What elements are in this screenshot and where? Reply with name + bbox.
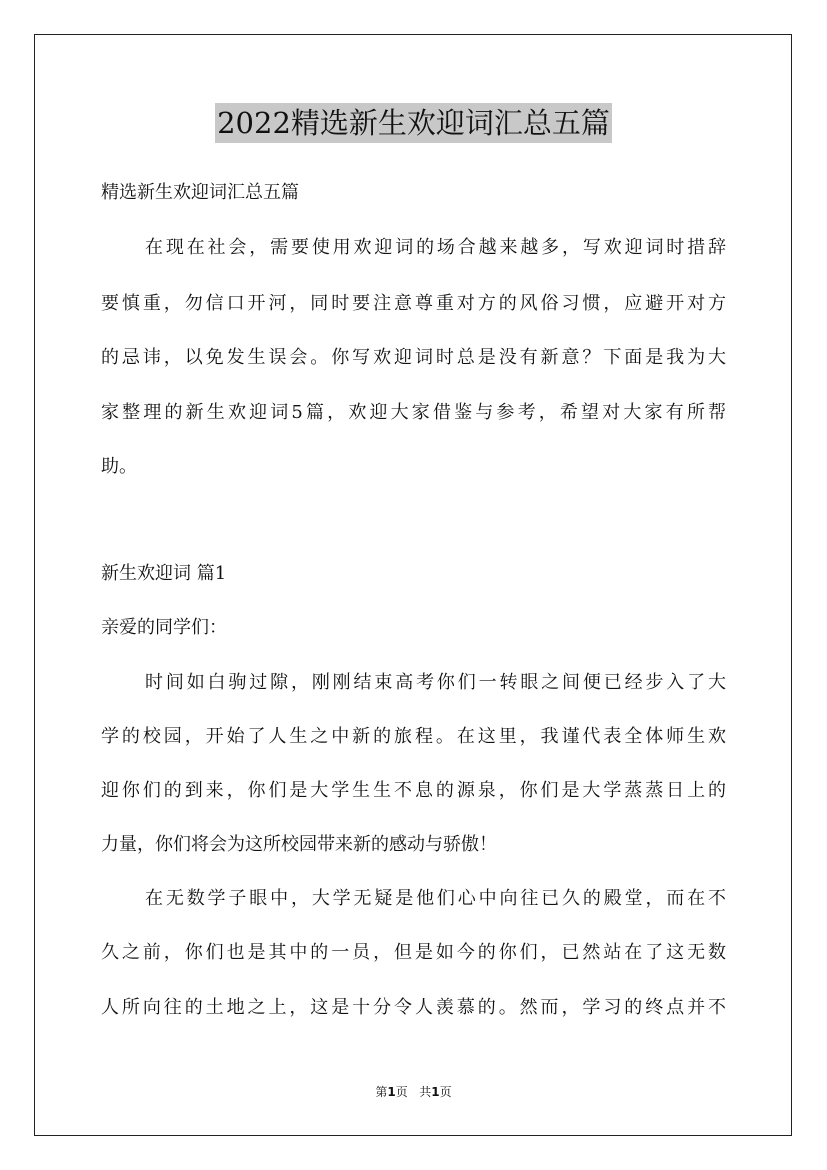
greeting: 亲爱的同学们：	[101, 617, 227, 638]
para1-line-1: 时间如白驹过隙，刚刚结束高考你们一转眼之间便已经步入了大	[145, 672, 726, 693]
footer-total-number: 1	[431, 1085, 440, 1099]
para1-line-3: 迎你们的到来，你们是大学生生不息的源泉，你们是大学蒸蒸日上的	[101, 780, 726, 801]
intro-line-3: 的忌讳，以免发生误会。你写欢迎词时总是没有新意？下面是我为大	[101, 347, 726, 368]
para2-line-2: 久之前，你们也是其中的一员，但是如今的你们，已然站在了这无数	[101, 942, 726, 963]
footer-page-prefix: 第	[375, 1085, 388, 1099]
footer-page-suffix: 页	[395, 1085, 408, 1099]
para2-line-1: 在无数学子眼中，大学无疑是他们心中向往已久的殿堂，而在不	[145, 888, 726, 909]
para1-line-4: 力量，你们将会为这所校园带来新的感动与骄傲！	[101, 834, 497, 855]
footer-page-number: 1	[387, 1085, 396, 1099]
intro-line-5: 助。	[101, 456, 137, 477]
para1-line-2: 学的校园，开始了人生之中新的旅程。在这里，我谨代表全体师生欢	[101, 726, 726, 747]
footer-total-suffix: 页	[439, 1085, 452, 1099]
intro-line-4: 家整理的新生欢迎词5篇，欢迎大家借鉴与参考，希望对大家有所帮	[101, 402, 726, 423]
intro-line-2: 要慎重，勿信口开河，同时要注意尊重对方的风俗习惯，应避开对方	[101, 293, 726, 314]
intro-line-1: 在现在社会，需要使用欢迎词的场合越来越多，写欢迎词时措辞	[145, 237, 726, 258]
document-title: 2022精选新生欢迎词汇总五篇	[215, 103, 612, 143]
para2-line-3: 人所向往的土地之上，这是十分令人羡慕的。然而，学习的终点并不	[101, 997, 726, 1018]
section-heading: 新生欢迎词 篇1	[101, 563, 227, 584]
footer-total-prefix: 共	[419, 1085, 432, 1099]
document-subtitle: 精选新生欢迎词汇总五篇	[101, 182, 299, 203]
page-footer	[0, 1083, 827, 1100]
title-container	[0, 103, 827, 143]
